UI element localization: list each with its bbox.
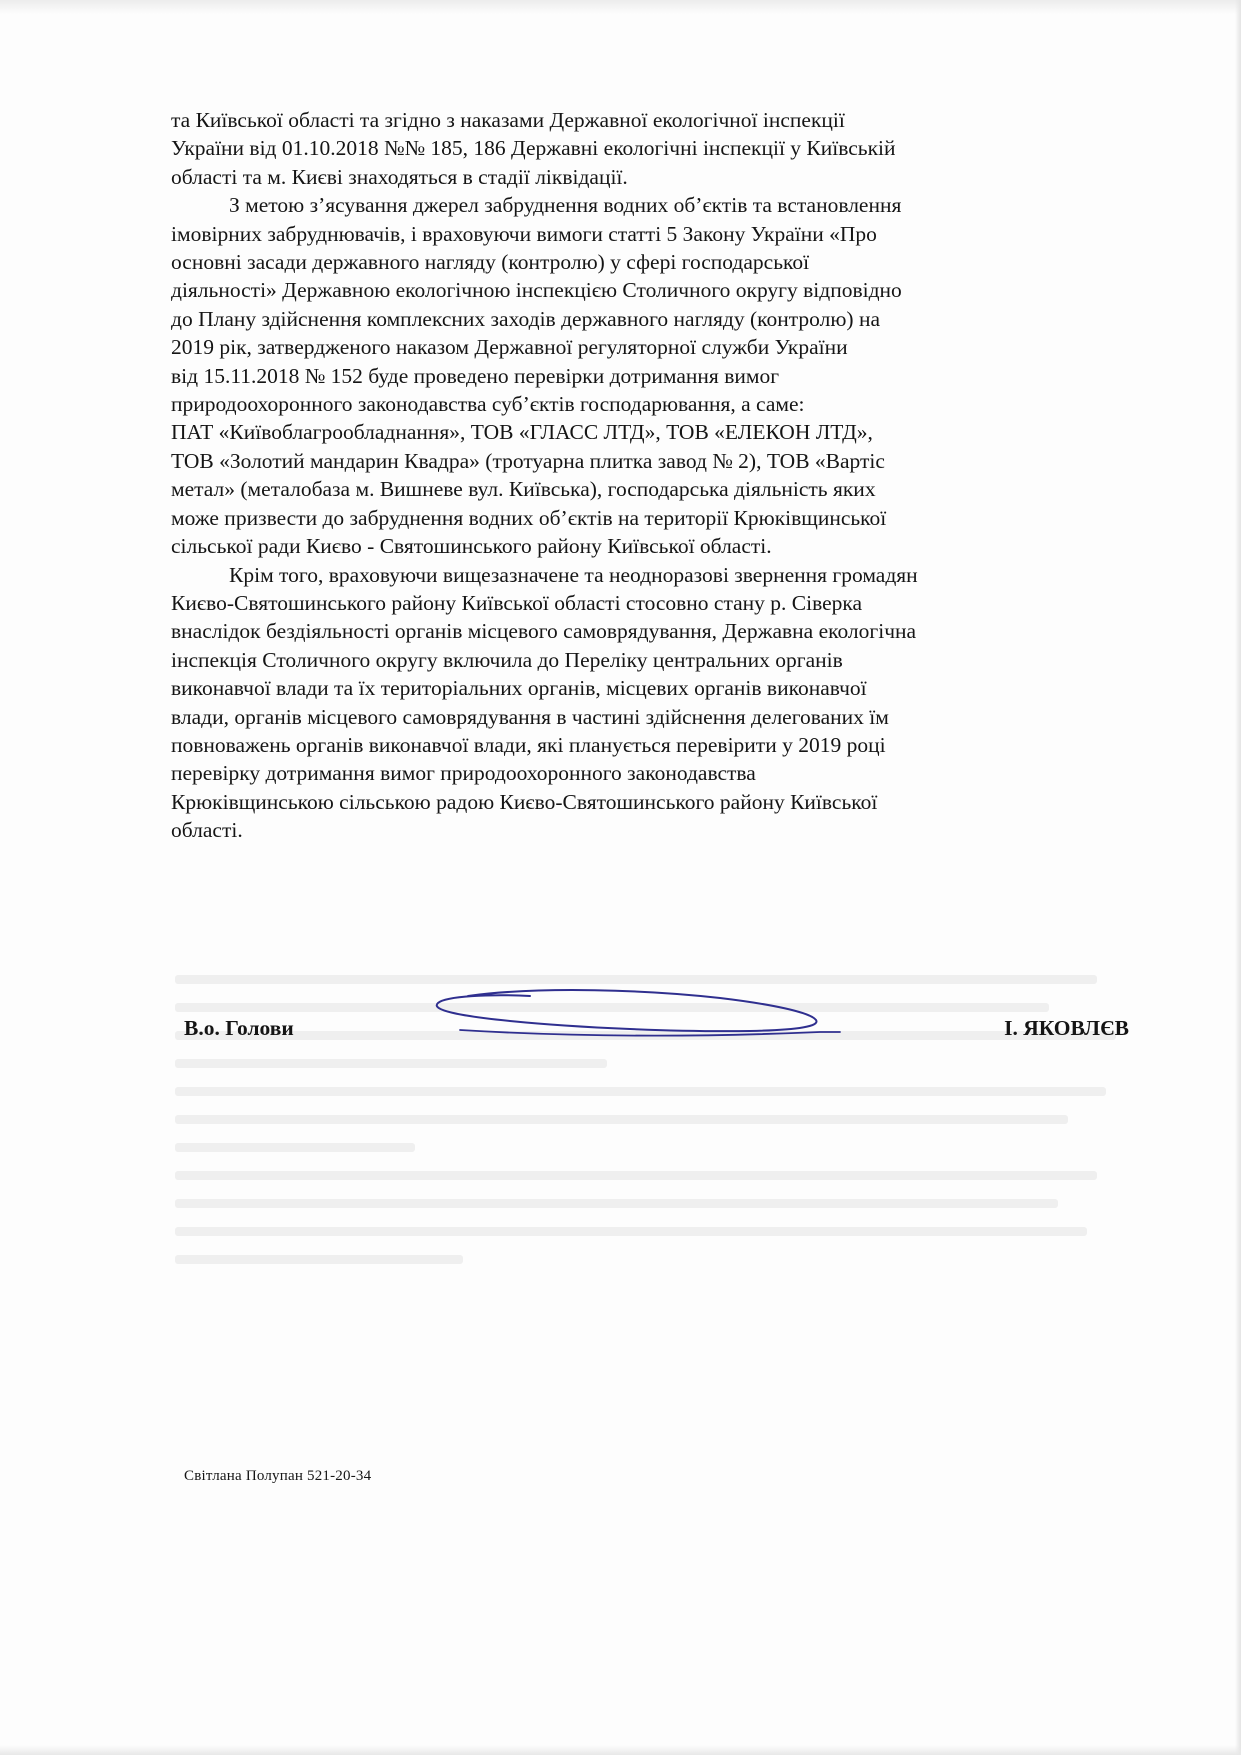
letter-body (171, 106, 1129, 845)
executor-contact: Світлана Полупан 521-20-34 (184, 1468, 372, 1484)
scan-shadow-top (0, 0, 1241, 14)
scan-shadow-right (1235, 0, 1241, 1755)
scan-shadow-bottom (0, 1745, 1241, 1755)
handwritten-signature (420, 988, 920, 1048)
paragraph-continuation: та Київської області та згідно з наказами Державної екологічної інспекції України від 01.10.2018 №№ 185, 186 Державні екологічні інспекції у Київській області та м. Києві знаходяться в стадії ліквідації. (171, 108, 896, 189)
signatory-title: В.о. Голови (184, 1016, 294, 1040)
paragraph-citizen-appeals: Крім того, враховуючи вищезазначене та неодноразові звернення громадян Києво-Святошинського району Київської області стосовно стану р. Сіверка внаслідок бездіяльності органів місцевого самоврядування, Державна екологічна інспекція Столичного округу включила до Переліку центральних органів виконавчої влади та їх територіальних органів, місцевих органів виконавчої влади, органів місцевого самоврядування в частині здійснення делегованих їм повноважень органів виконавчої влади, які планується перевірити у 2019 році перевірку дотримання вимог природоохоронного законодавства Крюківщинською сільською радою Києво-Святошинського району Київської області. (171, 562, 918, 843)
signatory-name: І. ЯКОВЛЄВ (1004, 1016, 1129, 1040)
paragraph-inspection-plan: З метою з’ясування джерел забруднення водних об’єктів та встановлення імовірних забруднювачів, і враховуючи вимоги статті 5 Закону України «Про основні засади державного нагляду (контролю) у сфері господарської діяльності» Державною екологічною інспекцією Столичного округу відповідно до Плану здійснення комплексних заходів державного нагляду (контролю) на 2019 рік, затвердженого наказом Державної регуляторної служби України від 15.11.2018 № 152 буде проведено перевірки дотримання вимог природоохоронного законодавства суб’єктів господарювання, а саме: ПАТ «Київоблагрообладнання», ТОВ «ГЛАСС ЛТД», ТОВ «ЕЛЕКОН ЛТД», ТОВ «Золотий мандарин Квадра» (тротуарна плитка завод № 2), ТОВ «Вартіс метал» (металобаза м. Вишневе вул. Київська), господарська діяльність яких може призвести до забруднення водних об’єктів на території Крюківщинської сільської ради Києво - Святошинського району Київської області. (171, 193, 902, 559)
